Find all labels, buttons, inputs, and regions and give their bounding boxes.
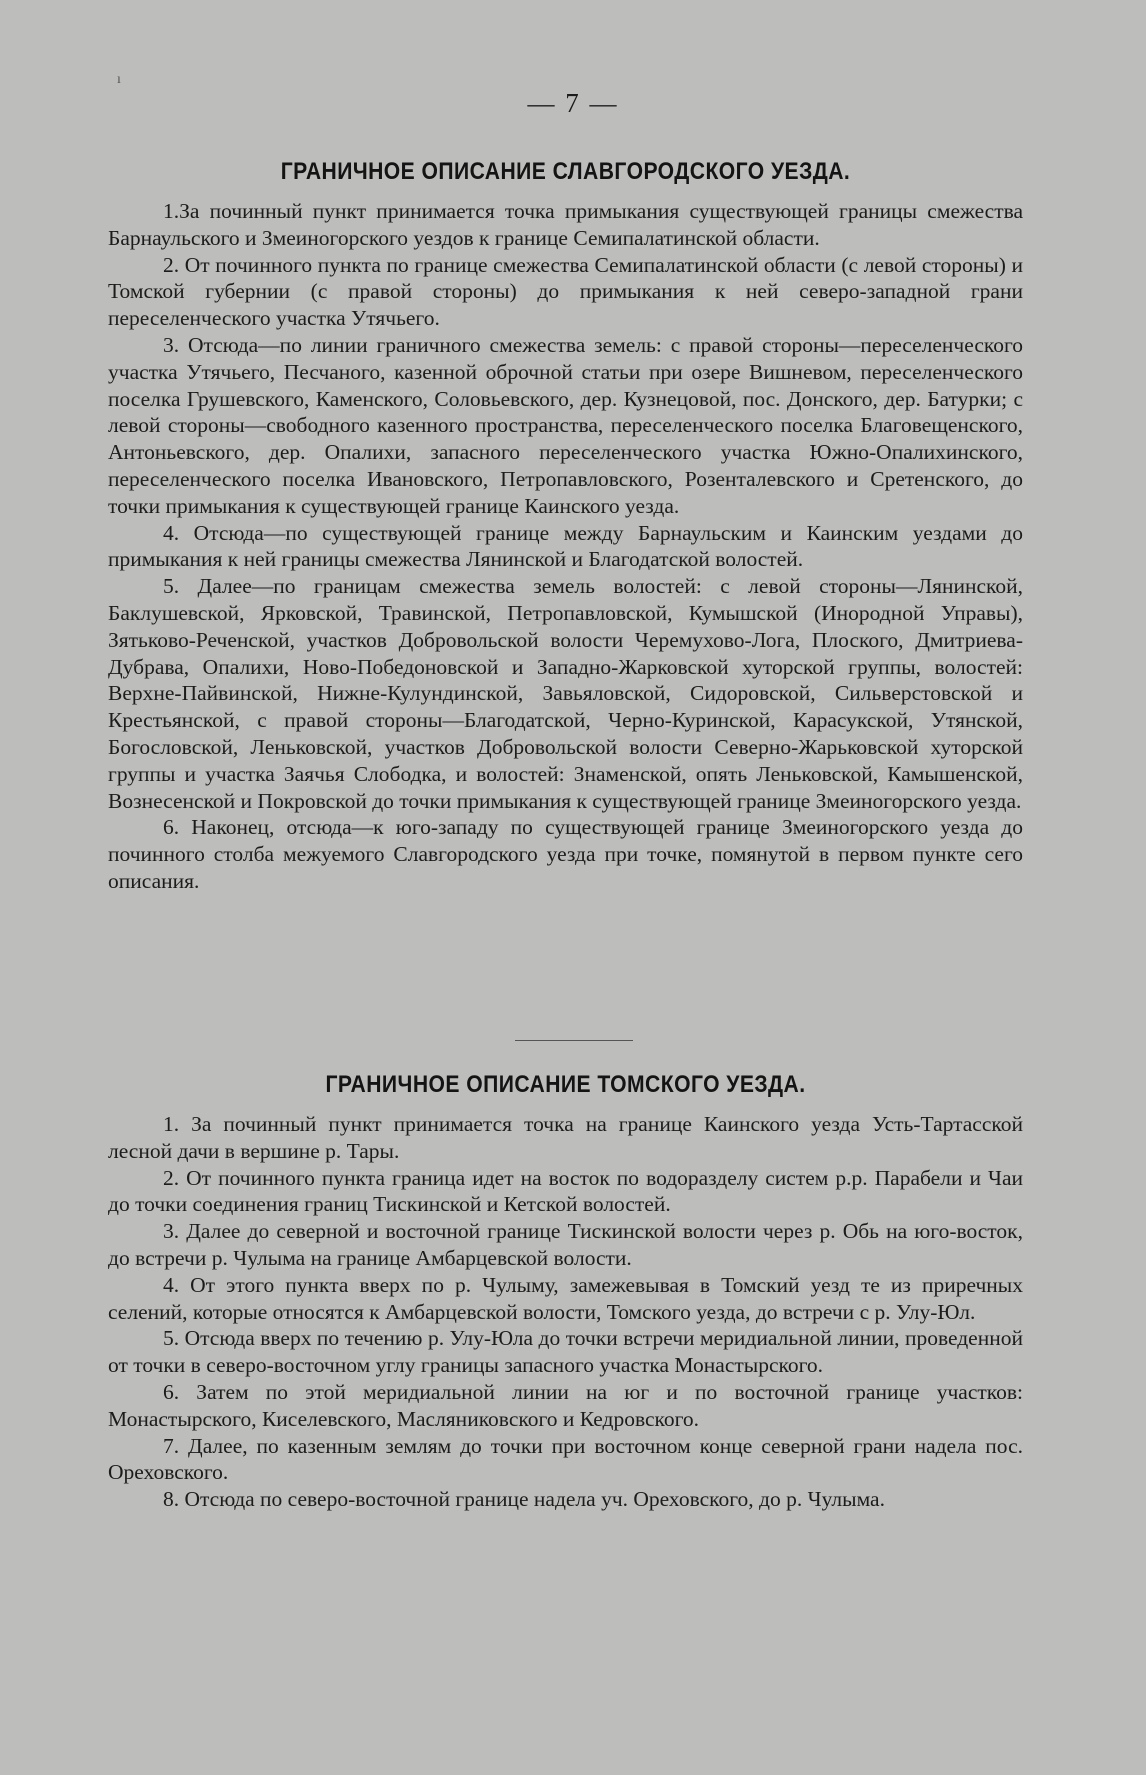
page-number: — 7 — <box>527 88 619 118</box>
paragraph: 5. Отсюда вверх по течению р. Улу-Юла до точки встречи меридиальной линии, проведенной от точки в северо-восточном углу границы запасного участка Монастырского. <box>108 1326 1023 1378</box>
paragraph: 7. Далее, по казенным землям до точки при восточном конце северной грани надела пос. Ореховского. <box>108 1433 1023 1485</box>
margin-mark: ı <box>117 72 121 87</box>
paragraph: 3. Отсюда—по линии граничного смежества земель: с правой стороны—переселенческого участка Утячьего, Песчаного, казенной оброчной статьи при озере Вишневом, переселенческого поселка Грушевского, Каменского, Соловьевского, дер. Кузнецовой, пос. Донского, дер. Батурки; с левой стороны—свободного казенного пространства, переселенческого поселка Благовещенского, Антоньевского, дер. Опалихи, запасного переселенческого участка Южно-Опалихинского, переселенческого поселка Ивановского, Петропавловского, Розенталевского и Сретенского, до точки примыкания к существующей границе Каинского уезда. <box>108 332 1023 518</box>
paragraph: 2. От починного пункта граница идет на восток по водоразделу систем р.р. Парабели и Чаи до точки соединения границ Тискинской и Кетской волостей. <box>108 1165 1023 1217</box>
paragraph: 3. Далее до северной и восточной границе Тискинской волости через р. Обь на юго-восток, до встречи р. Чулыма на границе Амбарцевской волости. <box>108 1219 1023 1270</box>
section-title: ГРАНИЧНОЕ ОПИСАНИЕ ТОМСКОГО УЕЗДА. <box>325 1071 806 1098</box>
section-divider <box>515 1040 633 1041</box>
section-slavgorod <box>108 158 1023 895</box>
paragraph: 2. От починного пункта по границе смежества Семипалатинской области (с левой стороны) и Томской губернии (с правой стороны) до примыкания к ней северо-западной грани переселенческого участка Утячьего. <box>108 252 1023 331</box>
paragraph: 6. Наконец, отсюда—к юго-западу по существующей границе Змеиногорского уезда до починного столба межуемого Славгородского уезда при точке, помянутой в первом пункте сего описания. <box>108 815 1023 893</box>
paragraph: 5. Далее—по границам смежества земель волостей: с левой стороны—Лянинской, Баклушевской, Ярковской, Травинской, Петропавловской, Кумышской (Инородной Управы), Зятьково-Реченской, участков Добровольской волости Черемухово-Лога, Плоского, Дмитриева-Дубрава, Опалихи, Ново-Победоновской и Западно-Жарковской хуторской группы, волостей: Верхне-Пайвинской, Нижне-Кулундинской, Завьяловской, Сидоровской, Сильверстовской и Крестьянской, с правой стороны—Благодатской, Черно-Куринской, Карасукской, Утянской, Богословской, Леньковской, участков Добровольской волости Северно-Жарьковской хуторской группы и участка Заячья Слободка, и волостей: Знаменской, опять Леньковской, Камышенской, Вознесенской и Покровской до точки примыкания к существующей границе Змеиногорского уезда. <box>108 574 1023 813</box>
section-tomsk <box>108 1071 1023 1513</box>
paragraph: 1. За починный пункт принимается точка на границе Каинского уезда Усть-Тартасской лесной дачи в вершине р. Тары. <box>108 1112 1023 1163</box>
paragraph: 1.За починный пункт принимается точка примыкания существующей границы смежества Барнаульского и Змеиногорского уездов к границе Семипалатинской области. <box>108 199 1023 250</box>
section-title: ГРАНИЧНОЕ ОПИСАНИЕ СЛАВГОРОДСКОГО УЕЗДА. <box>280 158 851 185</box>
paragraph: 4. От этого пункта вверх по р. Чулыму, замежевывая в Томский уезд те из приречных селений, которые относятся к Амбарцевской волости, Томского уезда, до встречи с р. Улу-Юл. <box>108 1272 1023 1324</box>
paragraph: 6. Затем по этой меридиальной линии на юг и по восточной границе участков: Монастырского, Киселевского, Масляниковского и Кедровского. <box>108 1379 1023 1431</box>
paragraph: 4. Отсюда—по существующей границе между Барнаульским и Каинским уездами до примыкания к ней границы смежества Лянинской и Благодатской волостей. <box>108 520 1023 572</box>
paragraph: 8. Отсюда по северо-восточной границе надела уч. Ореховского, до р. Чулыма. <box>163 1487 885 1512</box>
